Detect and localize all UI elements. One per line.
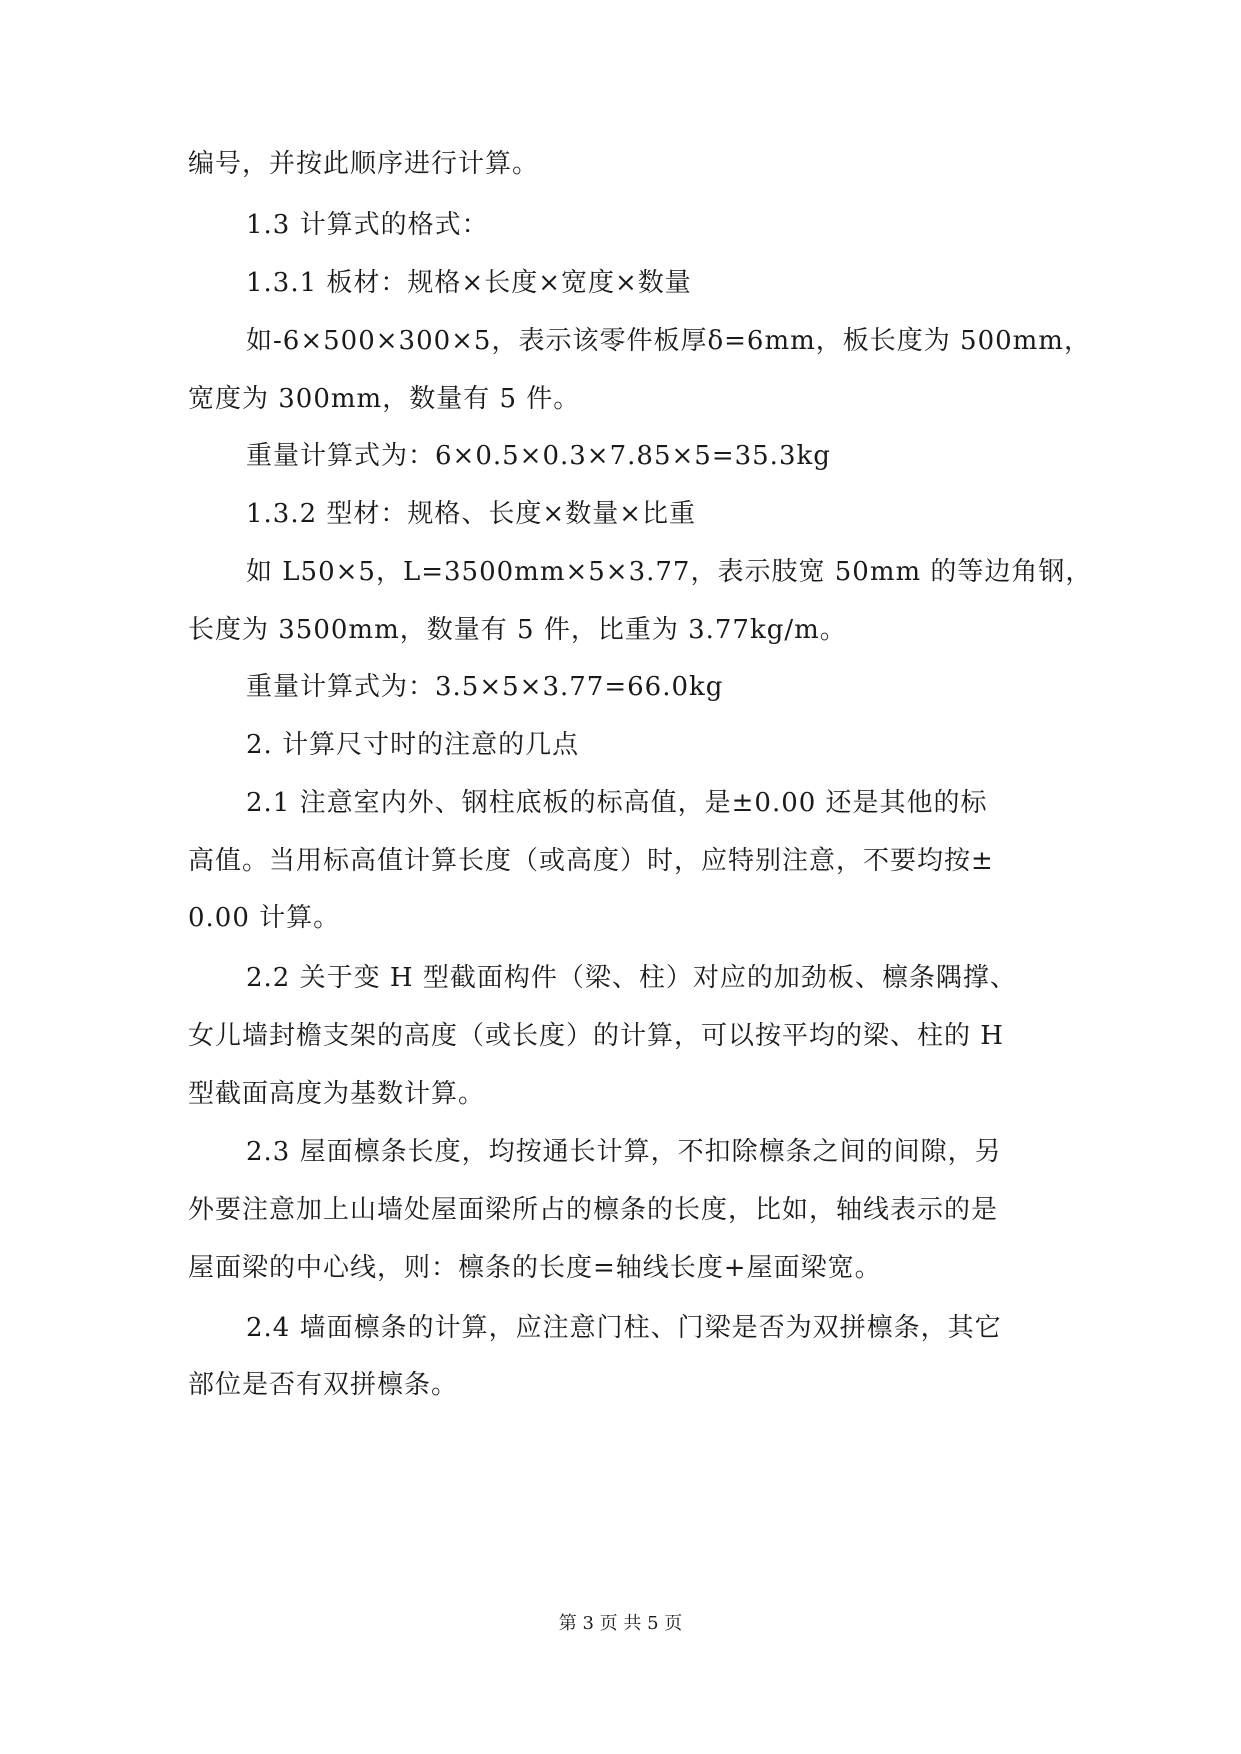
text-line-1: 编号，并按此顺序进行计算。 — [188, 149, 540, 179]
text-line-7: 1.3.2 型材：规格、长度×数量×比重 — [246, 499, 696, 529]
text-line-9: 长度为 3500mm，数量有 5 件，比重为 3.77kg/m。 — [188, 615, 847, 645]
text-line-5: 宽度为 300mm，数量有 5 件。 — [188, 384, 581, 414]
text-line-3: 1.3.1 板材：规格×长度×宽度×数量 — [246, 268, 692, 298]
text-line-4: 如-6×500×300×5，表示该零件板厚δ=6mm，板长度为 500mm， — [246, 326, 1091, 356]
text-line-8: 如 L50×5，L=3500mm×5×3.77，表示肢宽 50mm 的等边角钢， — [246, 557, 1093, 587]
text-line-10: 重量计算式为：3.5×5×3.77=66.0kg — [246, 672, 724, 702]
text-line-2: 1.3 计算式的格式： — [246, 210, 489, 240]
text-line-21: 2.4 墙面檩条的计算，应注意门柱、门梁是否为双拼檩条，其它 — [246, 1313, 1002, 1343]
text-line-13: 高值。当用标高值计算长度（或高度）时，应特别注意，不要均按± — [188, 846, 994, 876]
text-line-15: 2.2 关于变 H 型截面构件（梁、柱）对应的加劲板、檩条隅撑、 — [246, 963, 1017, 993]
text-line-18: 2.3 屋面檩条长度，均按通长计算，不扣除檩条之间的间隙，另 — [246, 1137, 1002, 1167]
text-line-12: 2.1 注意室内外、钢柱底板的标高值，是±0.00 还是其他的标 — [246, 788, 988, 818]
text-line-6: 重量计算式为：6×0.5×0.3×7.85×5=35.3kg — [246, 441, 831, 471]
text-line-11: 2. 计算尺寸时的注意的几点 — [246, 730, 580, 760]
text-line-16: 女儿墙封檐支架的高度（或长度）的计算，可以按平均的梁、柱的 H — [188, 1021, 1004, 1051]
text-line-20: 屋面梁的中心线，则：檩条的长度=轴线长度+屋面梁宽。 — [188, 1253, 882, 1283]
text-line-22: 部位是否有双拼檩条。 — [188, 1370, 459, 1400]
text-line-17: 型截面高度为基数计算。 — [188, 1079, 486, 1109]
page-number-footer: 第 3 页 共 5 页 — [558, 1613, 683, 1634]
text-line-14: 0.00 计算。 — [188, 903, 341, 933]
text-line-19: 外要注意加上山墙处屋面梁所占的檩条的长度，比如，轴线表示的是 — [188, 1195, 999, 1225]
